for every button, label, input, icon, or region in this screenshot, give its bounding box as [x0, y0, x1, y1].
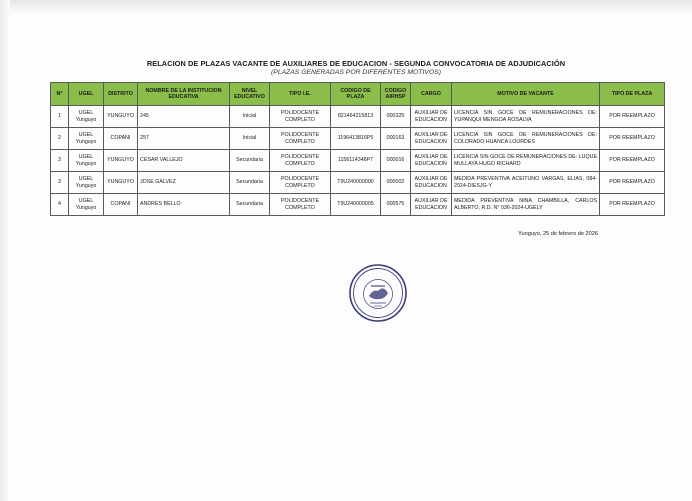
cell-tipo-ie: POLIDOCENTE COMPLETO [270, 128, 331, 150]
page-shadow-left [0, 0, 10, 501]
cell-tipo-plaza: POR REEMPLAZO [600, 194, 665, 216]
cell-num: 1 [51, 106, 69, 128]
cell-motivo: LICENCIA SIN GOCE DE REMUNERACIONES DE: COLORADO HUANCA LOURDES [452, 128, 600, 150]
header-nivel: NIVEL EDUCATIVO [230, 83, 270, 106]
cell-codigo-plaza: T9U240000000 [331, 172, 381, 194]
cell-motivo: LICENCIA SIN GOCE DE REMUNERACIONES DE: LUQUE MULLAYA HUGO RICHARD [452, 150, 600, 172]
cell-distrito: YUNGUYO [104, 150, 138, 172]
cell-ugel: UGEL Yunguyo [69, 106, 104, 128]
cell-ugel: UGEL Yunguyo [69, 128, 104, 150]
table-row [51, 128, 665, 150]
cell-institucion: JOSE GALVEZ [138, 172, 230, 194]
header-distrito: DISTRITO [104, 83, 138, 106]
header-codigo-airhsp: CODIGO AIRHSP [381, 83, 411, 106]
header-ugel: UGEL [69, 83, 104, 106]
cell-codigo-plaza: 1156114348P7 [331, 150, 381, 172]
cell-institucion: 245 [138, 106, 230, 128]
cell-nivel: Inicial [230, 128, 270, 150]
cell-ugel: UGEL Yunguyo [69, 194, 104, 216]
cell-ugel: UGEL Yunguyo [69, 172, 104, 194]
table-row [51, 106, 665, 128]
cell-nivel: Secundaria [230, 150, 270, 172]
table-row [51, 150, 665, 172]
cell-cargo: AUXILIAR DE EDUCACION [411, 106, 452, 128]
cell-ugel: UGEL Yunguyo [69, 150, 104, 172]
cell-nivel: Secundaria [230, 172, 270, 194]
cell-tipo-ie: POLIDOCENTE COMPLETO [270, 106, 331, 128]
page-shadow-top [0, 0, 692, 14]
header-tipo-plaza: TIPO DE PLAZA [600, 83, 665, 106]
cell-codigo-airhsp: 000016 [381, 150, 411, 172]
place-and-date: Yunguyo, 25 de febrero de 2026 [518, 231, 598, 237]
cell-cargo: AUXILIAR DE EDUCACION [411, 128, 452, 150]
official-stamp-icon [348, 263, 408, 323]
cell-cargo: AUXILIAR DE EDUCACION [411, 194, 452, 216]
cell-num: 3 [51, 172, 69, 194]
table-row [51, 194, 665, 216]
cell-nivel: Inicial [230, 106, 270, 128]
cell-codigo-plaza: T9U240000005 [331, 194, 381, 216]
document-subtitle: (PLAZAS GENERADAS POR DIFERENTES MOTIVOS) [271, 69, 441, 76]
cell-codigo-airhsp: 000002 [381, 172, 411, 194]
cell-codigo-airhsp: 000575 [381, 194, 411, 216]
cell-tipo-plaza: POR REEMPLAZO [600, 106, 665, 128]
cell-codigo-airhsp: 000163 [381, 128, 411, 150]
header-institucion: NOMBRE DE LA INSTITUCION EDUCATIVA [138, 83, 230, 106]
cell-codigo-airhsp: 000325 [381, 106, 411, 128]
cell-num: 2 [51, 128, 69, 150]
cell-distrito: COPANI [104, 128, 138, 150]
cell-tipo-ie: POLIDOCENTE COMPLETO [270, 150, 331, 172]
vacancies-table [50, 82, 665, 216]
header-codigo-plaza: CODIGO DE PLAZA [331, 83, 381, 106]
cell-tipo-plaza: POR REEMPLAZO [600, 150, 665, 172]
cell-motivo: LICENCIA SIN GOCE DE REMUNERACIONES DE: YUPANQUI MENGOA ROSALVA [452, 106, 600, 128]
header-num: N° [51, 83, 69, 106]
cell-institucion: 257 [138, 128, 230, 150]
table-row [51, 172, 665, 194]
cell-codigo-plaza: 821464215813 [331, 106, 381, 128]
cell-cargo: AUXILIAR DE EDUCACION [411, 172, 452, 194]
table-header-row [51, 83, 665, 106]
header-cargo: CARGO [411, 83, 452, 106]
cell-tipo-ie: POLIDOCENTE COMPLETO [270, 194, 331, 216]
cell-num: 4 [51, 194, 69, 216]
cell-codigo-plaza: 1196413816P5 [331, 128, 381, 150]
cell-motivo: MEDIDA PREVENTIVA NINA CHAMBILLA, CARLOS ALBERTO, R.D. N° 036-2024-UGELY [452, 194, 600, 216]
cell-cargo: AUXILIAR DE EDUCACION [411, 150, 452, 172]
cell-distrito: YUNGUYO [104, 172, 138, 194]
cell-institucion: ANDRES BELLO [138, 194, 230, 216]
cell-tipo-plaza: POR REEMPLAZO [600, 172, 665, 194]
svg-text:· · · · · · · · · · · · · · ·: · · · · · · · · · · · · · · · [355, 270, 400, 294]
cell-nivel: Secundaria [230, 194, 270, 216]
cell-distrito: COPANI [104, 194, 138, 216]
cell-motivo: MEDIDA PREVENTIVA ACEITUNO VARGAS, ELIAS, 084-2024-DIESJG-Y [452, 172, 600, 194]
header-motivo: MOTIVO DE VACANTE [452, 83, 600, 106]
document-title: RELACION DE PLAZAS VACANTE DE AUXILIARES DE EDUCACION - SEGUNDA CONVOCATORIA DE ADJUDICACIÓN [146, 59, 566, 68]
cell-distrito: YUNGUYO [104, 106, 138, 128]
cell-num: 3 [51, 150, 69, 172]
cell-tipo-ie: POLIDOCENTE COMPLETO [270, 172, 331, 194]
cell-institucion: CESAR VALLEJO [138, 150, 230, 172]
header-tipo-ie: TIPO I.E. [270, 83, 331, 106]
cell-tipo-plaza: POR REEMPLAZO [600, 128, 665, 150]
